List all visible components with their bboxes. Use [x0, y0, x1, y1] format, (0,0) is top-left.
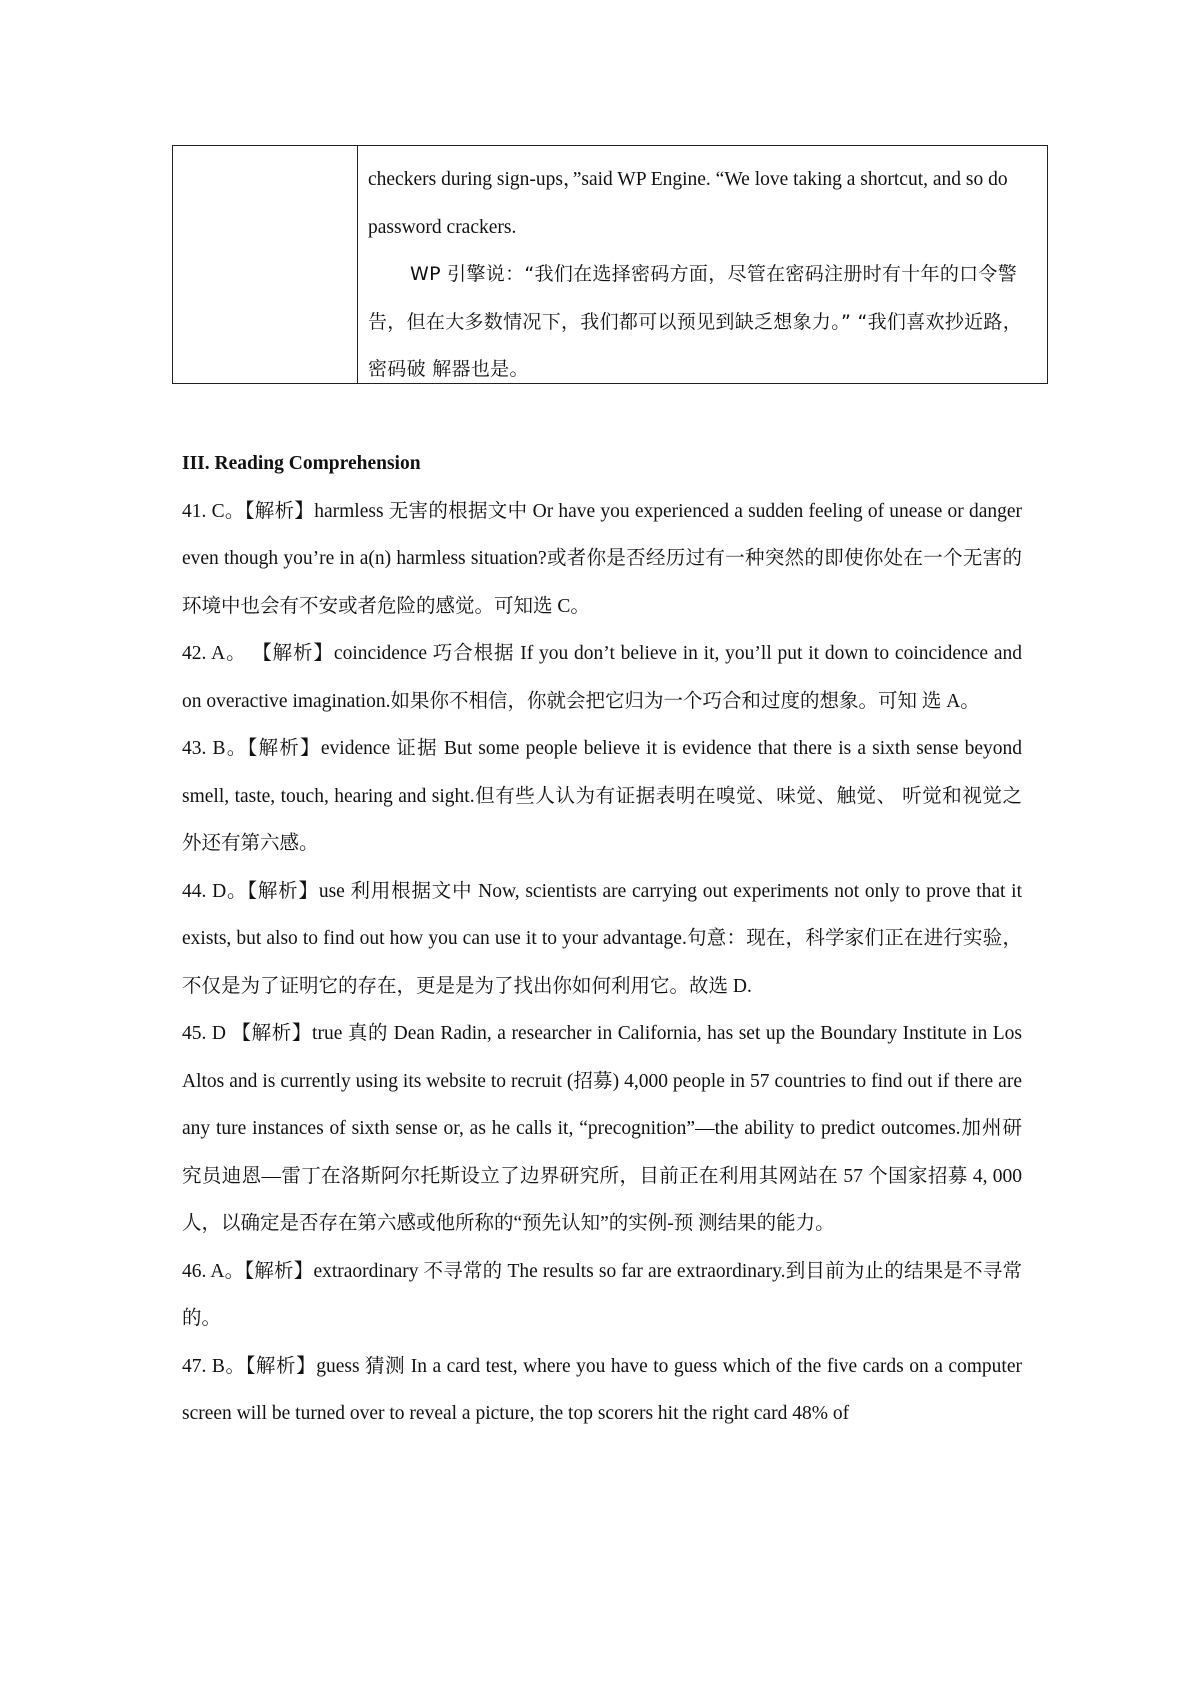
- answer-item-45: 45. D 【解析】true 真的 Dean Radin, a researcher in California, has set up the Boundary Institute in Los Altos and is currently using its website to recruit (招募) 4,000 people in 57 countries to find out if there are any ture instances of sixth sense or, as he calls it, “precognition”—the ability to predict outcomes.加州研究员迪恩—雷丁在洛斯阿尔托斯设立了边界研究所，目前正在利用其网站在 57 个国家招募 4, 000 人，以确定是否存在第六感或他所称的“预先认知”的实例-预 测结果的能力。: [182, 1023, 1022, 1234]
- answer-item-41: 41. C。【解析】harmless 无害的根据文中 Or have you experienced a sudden feeling of unease or danger even though you’re in a(n) harmless situation?或者你是否经历过有一种突然的即使你处在一个无害的环境中也会有不安或者危险的感觉。可知选 C。: [182, 500, 1022, 617]
- answer-explanations: [182, 440, 1022, 1438]
- table-right-cell: [358, 146, 1047, 383]
- answer-item-47: 47. B。【解析】guess 猜测 In a card test, where you have to guess which of the five cards on a computer screen will be turned over to reveal a picture, the top scorers hit the right card 48% of: [182, 1355, 1022, 1424]
- table-left-cell: [173, 146, 358, 383]
- answer-item-46: 46. A。【解析】extraordinary 不寻常的 The results so far are extraordinary.到目前为止的结果是不寻常的。: [182, 1260, 1022, 1329]
- translation-table: [172, 145, 1048, 384]
- answer-item-42: 42. A。 【解析】coincidence 巧合根据 If you don’t believe in it, you’ll put it down to coincidence and on overactive imagination.如果你不相信，你就会把它归为一个巧合和过度的想象。可知 选 A。: [182, 643, 1022, 712]
- answer-item-44: 44. D。【解析】use 利用根据文中 Now, scientists are carrying out experiments not only to prove that it exists, but also to find out how you can use it to your advantage.句意：现在，科学家们正在进行实验，不仅是为了证明它的存在，更是是为了找出你如何利用它。故选 D.: [182, 880, 1022, 997]
- table-chinese-text: WP 引擎说：“我们在选择密码方面，尽管在密码注册时有十年的口令警告，但在大多数情况下，我们都可以预见到缺乏想象力。” “我们喜欢抄近路，密码破 解器也是。: [368, 263, 1023, 380]
- answer-item-43: 43. B。【解析】evidence 证据 But some people believe it is evidence that there is a sixth sense beyond smell, taste, touch, hearing and sight.但有些人认为有证据表明在嗅觉、味觉、触觉、 听觉和视觉之外还有第六感。: [182, 738, 1022, 854]
- section-heading: III. Reading Comprehension: [182, 453, 421, 474]
- table-english-text: checkers during sign-ups，”said WP Engine. “We love taking a shortcut, and so do password crackers.: [368, 169, 1008, 238]
